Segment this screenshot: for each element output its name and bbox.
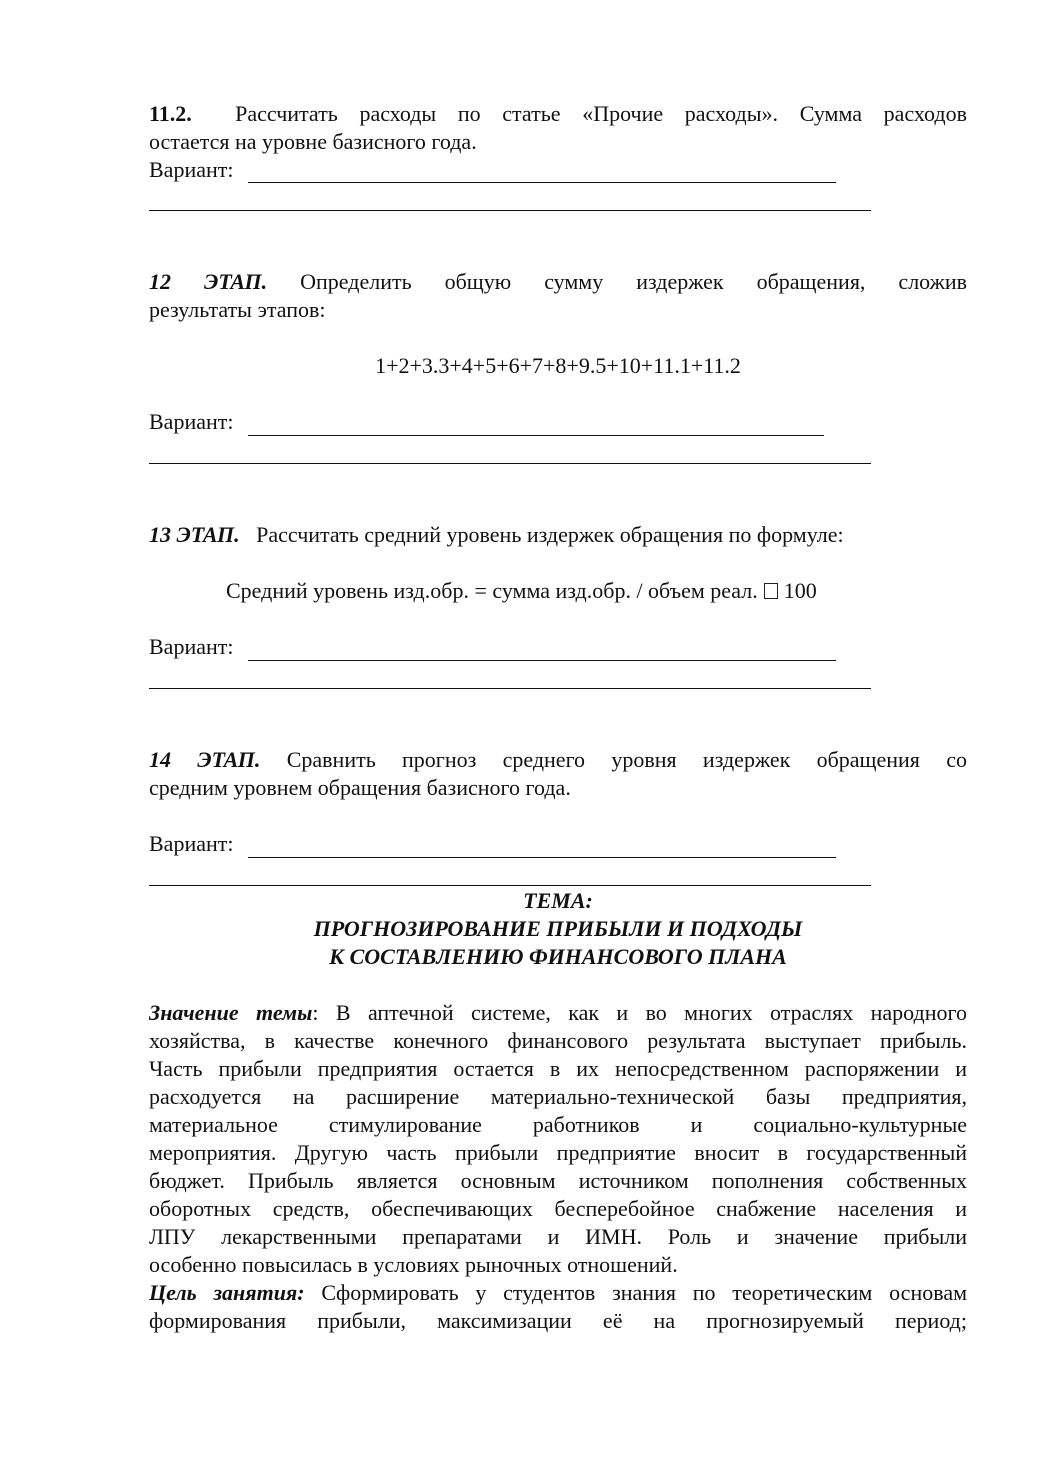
- section-title: 13 ЭТАП.: [149, 522, 240, 547]
- formula-right: 100: [783, 578, 817, 603]
- section-title: 14 ЭТАП.: [149, 747, 261, 772]
- section-text: Рассчитать расходы по статье «Прочие расходы». Сумма расходов: [235, 101, 967, 126]
- answer-line: [248, 435, 824, 436]
- answer-line: [248, 857, 836, 858]
- answer-line: [149, 688, 871, 689]
- section-12-line-1: [149, 268, 967, 296]
- topic-title-line-1: ПРОГНОЗИРОВАНИЕ ПРИБЫЛИ И ПОДХОДЫ: [313, 916, 803, 941]
- answer-line: [149, 463, 871, 464]
- answer-line: [248, 182, 836, 183]
- section-text: Определить общую сумму издержек обращения, сложив: [300, 269, 967, 294]
- significance-label: Значение темы: [149, 1000, 313, 1025]
- significance-line: хозяйства, в качестве конечного финансового результата выступает прибыль.: [149, 1028, 967, 1053]
- section-11-2-line-1: [149, 100, 967, 128]
- significance-line: особенно повысилась в условиях рыночных отношений.: [149, 1252, 678, 1277]
- paragraph-text: Сформировать у студентов знания по теоретическим основам: [321, 1280, 967, 1305]
- section-title: 12 ЭТАП.: [149, 269, 268, 294]
- section-11-2-line-2: остается на уровне базисного года.: [149, 129, 477, 154]
- section-12-line-2: результаты этапов:: [149, 297, 326, 322]
- variant-label: Вариант:: [149, 409, 234, 434]
- significance-line: бюджет. Прибыль является основным источником пополнения собственных: [149, 1168, 967, 1193]
- answer-line: [149, 210, 871, 211]
- formula: [226, 577, 926, 605]
- significance-line: расходуется на расширение материально-технической базы предприятия,: [149, 1084, 967, 1109]
- variant-label: Вариант:: [149, 831, 234, 856]
- paragraph-text: : В аптечной системе, как и во многих отраслях народного: [312, 1000, 967, 1025]
- goal-line-1: [149, 1279, 967, 1307]
- significance-line: материальное стимулирование работников и социально-культурные: [149, 1112, 967, 1137]
- topic-label: ТЕМА:: [523, 888, 593, 913]
- multiply-symbol-box: [764, 583, 778, 599]
- section-13-line-1: [149, 521, 967, 549]
- formula-left: Средний уровень изд.обр. = сумма изд.обр. / объем реал.: [226, 578, 758, 603]
- goal-line-2: формирования прибыли, максимизации её на прогнозируемый период;: [149, 1308, 967, 1333]
- significance-line: [149, 999, 967, 1027]
- variant-label: Вариант:: [149, 157, 234, 182]
- significance-line: мероприятия. Другую часть прибыли предприятие вносит в государственный: [149, 1140, 967, 1165]
- section-14-line-2: средним уровнем обращения базисного года.: [149, 775, 571, 800]
- significance-line: Часть прибыли предприятия остается в их непосредственном распоряжении и: [149, 1056, 967, 1081]
- answer-line: [248, 660, 836, 661]
- significance-line: ЛПУ лекарственными препаратами и ИМН. Роль и значение прибыли: [149, 1224, 967, 1249]
- topic-title-line-2: К СОСТАВЛЕНИЮ ФИНАНСОВОГО ПЛАНА: [329, 944, 787, 969]
- goal-label: Цель занятия:: [149, 1280, 305, 1305]
- section-14-line-1: [149, 746, 967, 774]
- section-text: Сравнить прогноз среднего уровня издержек обращения со: [286, 747, 967, 772]
- section-text: Рассчитать средний уровень издержек обращения по формуле:: [256, 522, 844, 547]
- variant-label: Вариант:: [149, 634, 234, 659]
- section-number: 11.2.: [149, 101, 192, 126]
- formula: 1+2+3.3+4+5+6+7+8+9.5+10+11.1+11.2: [375, 353, 741, 378]
- answer-line: [149, 885, 871, 886]
- significance-line: оборотных средств, обеспечивающих бесперебойное снабжение населения и: [149, 1196, 967, 1221]
